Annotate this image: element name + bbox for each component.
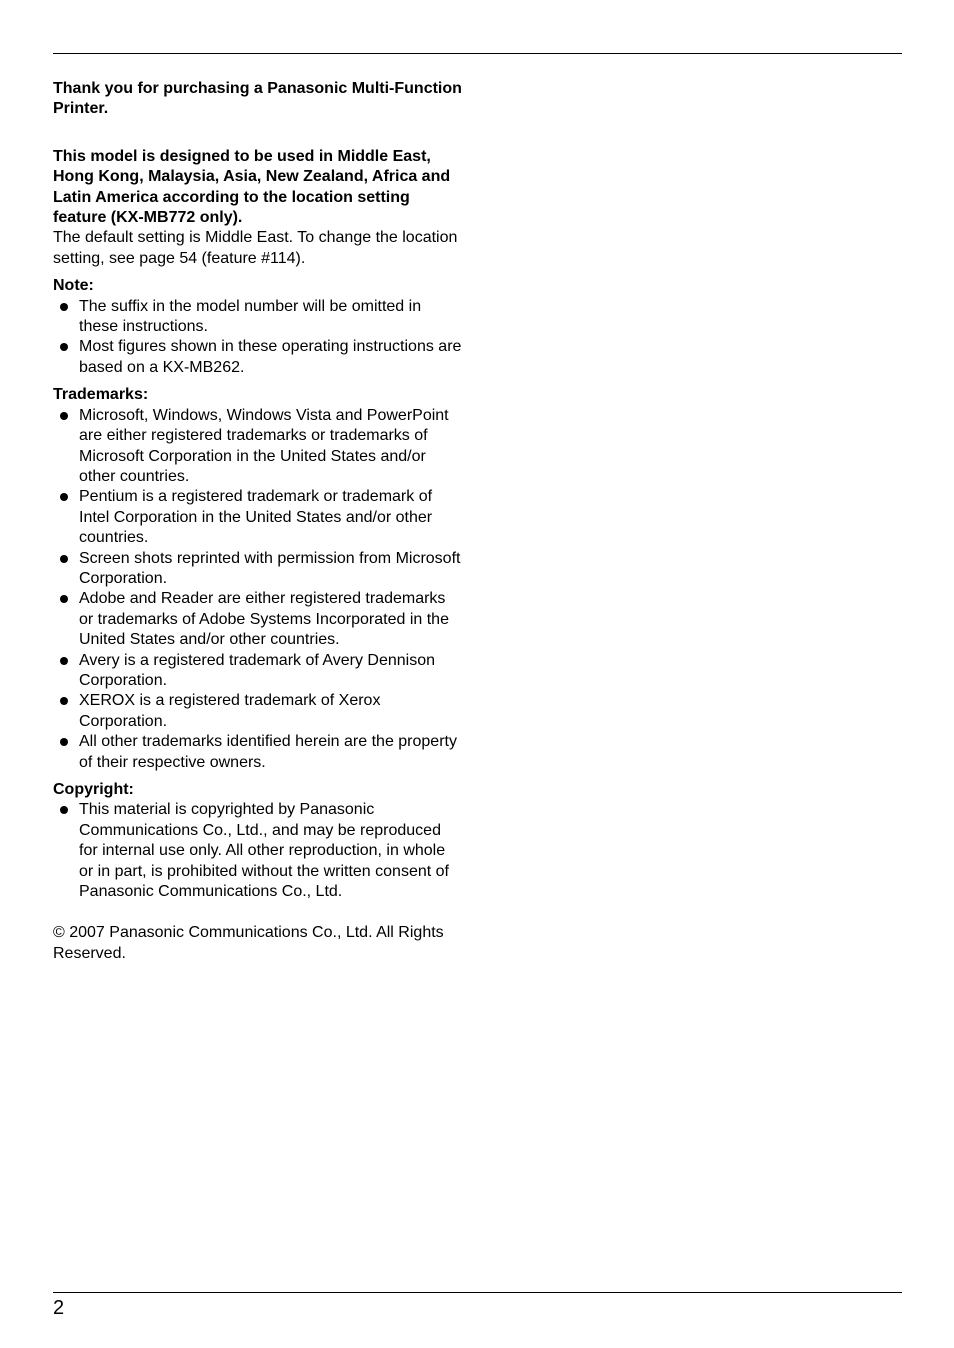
- bullet-icon: [60, 555, 68, 563]
- copyright-title: Copyright:: [53, 781, 134, 798]
- list-item: This material is copyrighted by Panasonic Communications Co., Ltd., and may be reproduced for internal use only. All other reproduction, in whole or in part, is prohibited without the written consent of Panasonic Communications Co., Ltd.: [53, 800, 463, 902]
- top-divider: [53, 53, 902, 54]
- note-list: [53, 297, 463, 379]
- bullet-icon: [60, 806, 68, 814]
- copyright-notice: © 2007 Panasonic Communications Co., Ltd. All Rights Reserved.: [53, 924, 444, 962]
- list-item: All other trademarks identified herein are the property of their respective owners.: [53, 732, 463, 773]
- bottom-divider: [53, 1292, 902, 1293]
- page-number: 2: [53, 1297, 65, 1319]
- region-notice: This model is designed to be used in Middle East, Hong Kong, Malaysia, Asia, New Zealand, Africa and Latin America according to the location setting feature (KX-MB772 only).: [53, 147, 451, 227]
- location-setting-text: The default setting is Middle East. To change the location setting, see page 54 (feature #114).: [53, 229, 458, 267]
- intro-text: Thank you for purchasing a Panasonic Multi-Function Printer.: [53, 80, 462, 118]
- list-item: XEROX is a registered trademark of Xerox Corporation.: [53, 691, 463, 732]
- content-column: [53, 79, 463, 964]
- list-item: Adobe and Reader are either registered trademarks or trademarks of Adobe Systems Incorporated in the United States and/or other countries.: [53, 589, 463, 650]
- note-title: Note:: [53, 277, 94, 295]
- list-item: Microsoft, Windows, Windows Vista and PowerPoint are either registered trademarks or trademarks of Microsoft Corporation in the United States and/or other countries.: [53, 406, 463, 488]
- bullet-icon: [60, 697, 68, 705]
- bullet-icon: [60, 343, 68, 351]
- list-item: Screen shots reprinted with permission from Microsoft Corporation.: [53, 549, 463, 590]
- bullet-icon: [60, 412, 68, 420]
- list-item: Avery is a registered trademark of Avery Dennison Corporation.: [53, 651, 463, 692]
- list-item: Pentium is a registered trademark or trademark of Intel Corporation in the United States and/or other countries.: [53, 487, 463, 548]
- copyright-list: [53, 800, 463, 902]
- bullet-icon: [60, 738, 68, 746]
- bullet-icon: [60, 657, 68, 665]
- bullet-icon: [60, 303, 68, 311]
- list-item: The suffix in the model number will be omitted in these instructions.: [53, 297, 463, 338]
- bullet-icon: [60, 595, 68, 603]
- spacer: [53, 120, 463, 147]
- bullet-icon: [60, 493, 68, 501]
- trademarks-list: [53, 406, 463, 773]
- trademarks-title: Trademarks:: [53, 386, 149, 404]
- list-item: Most figures shown in these operating instructions are based on a KX-MB262.: [53, 337, 463, 378]
